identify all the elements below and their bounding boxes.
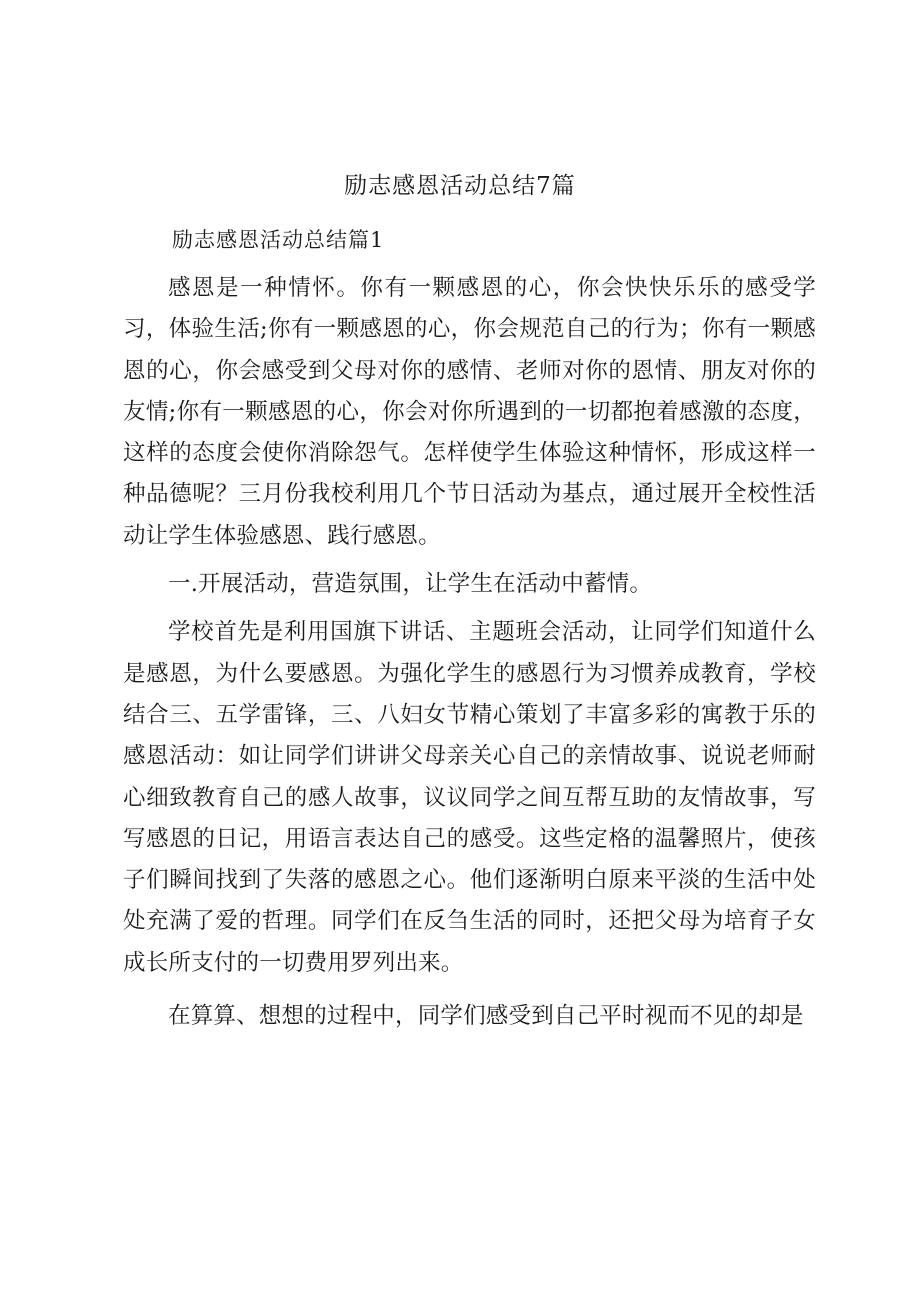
paragraph-activities: 学校首先是利用国旗下讲话、主题班会活动，让同学们知道什么是感恩，为什么要感恩。为强化学生的感恩行为习惯养成教育，学校结合三、五学雷锋，三、八妇女节精心策划了丰富多彩的寓教于乐的感恩活动：如让同学们讲讲父母亲关心自己的亲情故事、说说老师耐心细致教育自己的感人故事，议议同学之间互帮互助的友情故事，写写感恩的日记，用语言表达自己的感受。这些定格的温馨照片，使孩子们瞬间找到了失落的感恩之心。他们逐渐明白原来平淡的生活中处处充满了爱的哲理。同学们在反刍生活的同时，还把父母为培育子女成长所支付的一切费用罗列出来。 [123,619,816,976]
section-heading: 励志感恩活动总结篇1 [172,228,385,252]
paragraph-section-one-heading: 一.开展活动，营造氛围，让学生在活动中蓄情。 [168,571,653,598]
paragraph-reflection: 在算算、想想的过程中，同学们感受到自己平时视而不见的却是 [168,1003,804,1030]
document-title: 励志感恩活动总结7篇 [344,173,576,199]
document-body [123,268,816,1037]
paragraph-intro: 感恩是一种情怀。你有一颗感恩的心，你会快快乐乐的感受学习，体验生活;你有一颗感恩的心，你会规范自己的行为；你有一颗感恩的心，你会感受到父母对你的感情、老师对你的恩情、朋友对你的友情;你有一颗感恩的心，你会对你所遇到的一切都抱着感激的态度，这样的态度会使你消除怨气。怎样使学生体验这种情怀，形成这样一种品德呢？三月份我校利用几个节日活动为基点，通过展开全校性活动让学生体验感恩、践行感恩。 [123,275,816,549]
